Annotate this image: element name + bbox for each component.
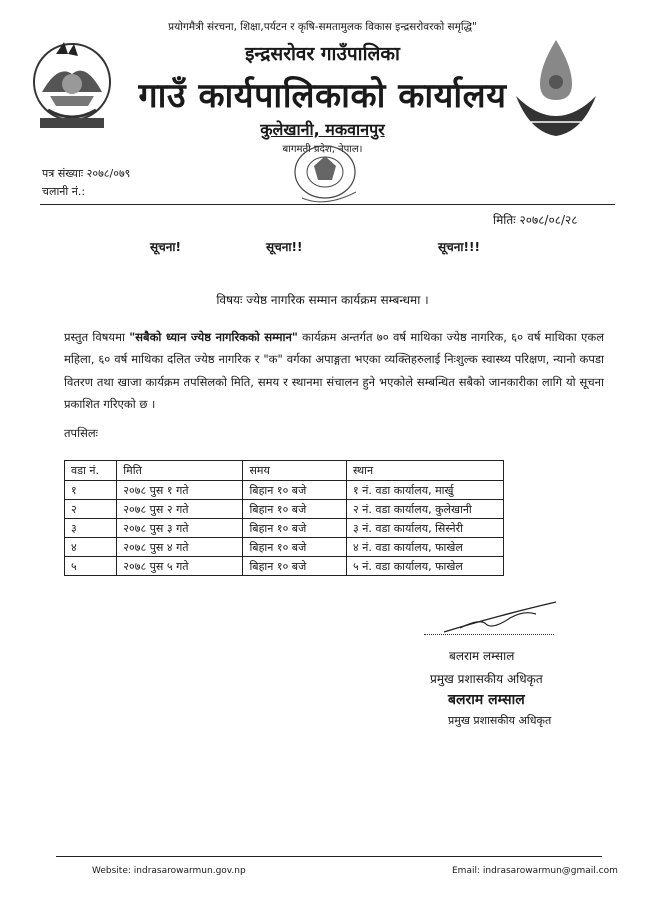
letter-subject: विषयः ज्येष्ठ नागरिक सम्मान कार्यक्रम सम्बन्धमा । [216, 293, 429, 307]
header-ward: वडा नं. [65, 461, 117, 481]
cell-ward: ५ [65, 557, 117, 576]
nepal-emblem-icon [28, 34, 116, 134]
cell-ward: २ [65, 500, 117, 519]
letter-date: मितिः २०७८/०८/२८ [493, 213, 578, 227]
cell-date: २०७८ पुस १ गते [117, 481, 243, 500]
cell-date: २०७८ पुस ३ गते [117, 519, 243, 538]
header-date: मिति [117, 461, 243, 481]
stamp-signatory-title: प्रमुख प्रशासकीय अधिकृत [448, 714, 552, 727]
signatory-title: प्रमुख प्रशासकीय अधिकृत [430, 672, 543, 686]
footer-website: Website: indrasarowarmun.gov.np [92, 866, 246, 876]
cell-ward: ४ [65, 538, 117, 557]
cell-venue: ३ नं. वडा कार्यालय, सिस्नेरी [347, 519, 504, 538]
body-rest: कार्यक्रम अन्तर्गत ७० वर्ष माथिका ज्येष्ठ नागरिक, ६० वर्ष माथिका एकल महिला, ६० वर्ष माथिका दलित ज्येष्ठ नागरिक र "क" वर्गका अपाङ्गता भएका व्यक्तिहरुलाई निःशुल्क स्वास्थ्य परिक्षण, न्यानो कपडा वितरण तथा खाजा कार्यक्रम तपसिलको मिति, समय र स्थानमा संचालन हुने भएकोले सम्बन्धित सबैको जानकारीका लागि यो सूचना प्रकाशित गरिएको छ । [64, 330, 604, 411]
office-title: गाउँ कार्यपालिकाको कार्यालय [138, 76, 507, 116]
table-row [65, 557, 504, 576]
cell-date: २०७८ पुस ४ गते [117, 538, 243, 557]
cell-venue: २ नं. वडा कार्यालय, कुलेखानी [347, 500, 504, 519]
cell-time: बिहान १० बजे [243, 519, 347, 538]
header-venue: स्थान [347, 461, 504, 481]
letter-number: पत्र संख्याः २०७८/०७९ [42, 167, 131, 180]
table-header-row [65, 461, 504, 481]
table-row [65, 481, 504, 500]
details-label: तपसिलः [64, 426, 98, 440]
notice-heading-1: सूचना! [150, 240, 181, 254]
footer-divider [56, 856, 602, 857]
body-intro: प्रस्तुत विषयमा [64, 330, 130, 344]
office-stamp-icon [270, 132, 380, 212]
cell-venue: ४ नं. वडा कार्यालय, फाखेल [347, 538, 504, 557]
table-row [65, 538, 504, 557]
cell-date: २०७८ पुस २ गते [117, 500, 243, 519]
cell-time: बिहान १० बजे [243, 500, 347, 519]
table-row [65, 519, 504, 538]
cell-date: २०७८ पुस ५ गते [117, 557, 243, 576]
body-paragraph [64, 326, 604, 415]
dispatch-number: चलानी नं.: [42, 185, 86, 198]
municipality-logo-icon [506, 36, 606, 148]
municipality-name: इन्द्रसरोवर गाउँपालिका [245, 43, 400, 65]
cell-venue: ५ नं. वडा कार्यालय, फाखेल [347, 557, 504, 576]
notice-heading-2: सूचना!! [266, 240, 303, 254]
header-time: समय [243, 461, 347, 481]
signatory-name: बलराम लम्साल [449, 649, 515, 663]
header-divider [40, 204, 615, 205]
cell-ward: ३ [65, 519, 117, 538]
notice-heading-3: सूचना!!! [438, 240, 480, 254]
cell-ward: १ [65, 481, 117, 500]
cell-time: बिहान १० बजे [243, 481, 347, 500]
footer-email: Email: indrasarowarmun@gmail.com [452, 866, 618, 876]
signature-scribble-icon [440, 598, 560, 638]
program-name: "सबैको ध्यान ज्येष्ठ नागरिकको सम्मान" [129, 330, 298, 344]
cell-time: बिहान १० बजे [243, 538, 347, 557]
signature-line [424, 634, 554, 635]
office-province: बागमती प्रदेश, नेपाल। [282, 144, 363, 155]
schedule-table [64, 460, 504, 576]
cell-time: बिहान १० बजे [243, 557, 347, 576]
table-row [65, 500, 504, 519]
cell-venue: १ नं. वडा कार्यालय, मार्खु [347, 481, 504, 500]
stamp-signatory-name: बलराम लम्साल [448, 692, 525, 708]
slogan: प्रयोगमैत्री संरचना, शिक्षा,पर्यटन र कृषि-समतामुलक विकास इन्द्रसरोवरको समृद्धि" [168, 21, 477, 33]
office-address: कुलेखानी, मकवानपुर [260, 120, 385, 139]
